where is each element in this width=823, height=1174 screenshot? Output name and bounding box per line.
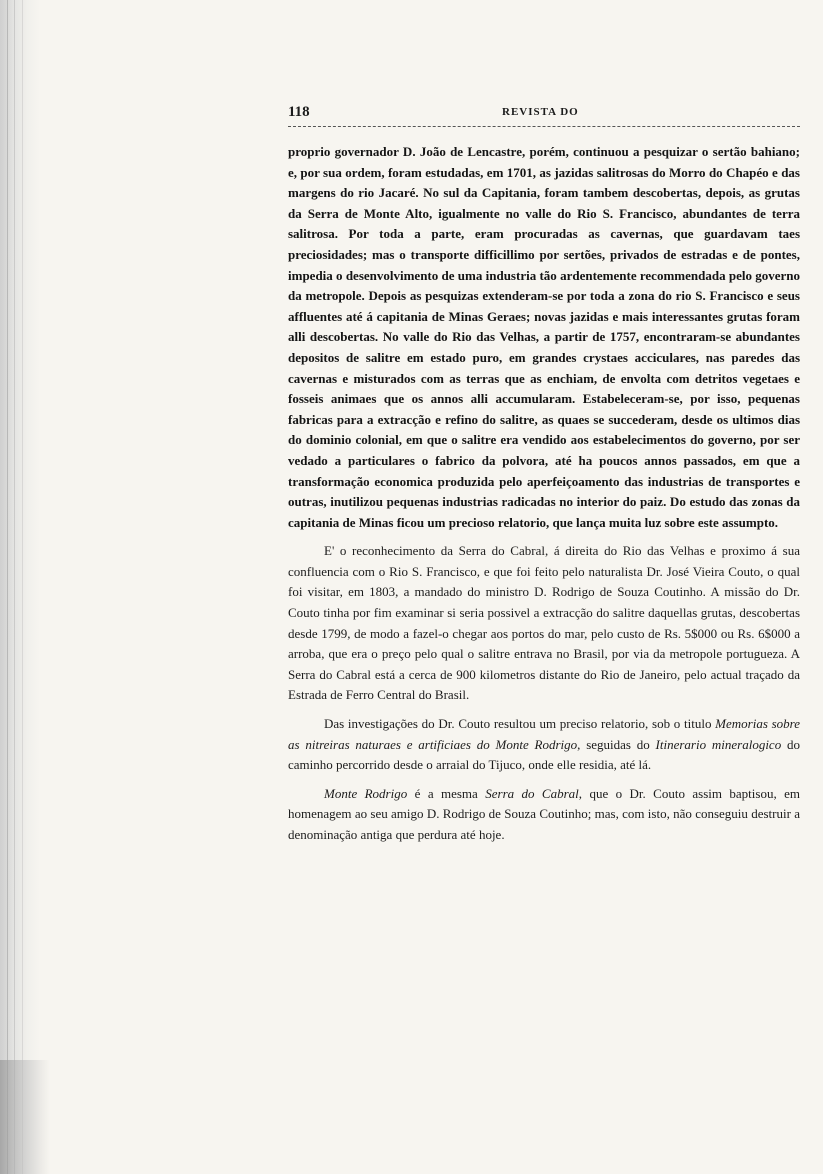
paragraph-4-text-a: é a mesma [407, 785, 486, 801]
header-rule [288, 126, 800, 127]
monte-rodrigo-term: Monte Rodrigo [324, 785, 408, 801]
paragraph-2 [288, 541, 800, 706]
spine-shadow-bottom [0, 1060, 50, 1174]
paragraph-1 [288, 142, 800, 533]
spine-line [7, 0, 8, 1174]
serra-do-cabral-term: Serra do Cabral [485, 785, 579, 801]
running-title: REVISTA DO [502, 106, 579, 118]
paragraph-3-text-b: , seguidas do [577, 736, 656, 752]
paragraph-4 [288, 784, 800, 846]
paragraph-3-text-c: do caminho percorrido desde o arraial do Tijuco, onde elle residia, até lá. [288, 736, 801, 773]
paragraph-3-text-a: Das investigações do Dr. Couto resultou um preciso relatorio, sob o titulo [324, 716, 716, 732]
spine-line [22, 0, 23, 1174]
body-text [288, 142, 800, 846]
paragraph-2-text: E' o reconhecimento da Serra do Cabral, á direita do Rio das Velhas e proximo á sua confluencia com o Rio S. Francisco, e que foi feito pelo naturalista Dr. José Vieira Couto, o qual foi visitar, em 1803, a mandado do ministro D. Rodrigo de Souza Coutinho. A missão do Dr. Couto tinha por fim examinar si seria possivel a extracção do salitre daquellas grutas, descobertas desde 1799, de modo a fazel-o chegar aos portos do mar, pelo custo de Rs. 5$000 ou Rs. 6$000 a arroba, que era o preço pelo qual o salitre entrava no Brasil, por via da metropole portugueza. A Serra do Cabral está a cerca de 900 kilometros distante do Rio de Janeiro, pelo actual traçado da Estrada de Ferro Central do Brasil. [288, 543, 800, 703]
spine-line [14, 0, 15, 1174]
memorias-title: Memorias sobre as nitreiras naturaes e artificiaes do Monte Rodrigo [288, 716, 801, 752]
book-spine-shadow [0, 0, 40, 1174]
paragraph-3 [288, 714, 800, 776]
paragraph-1-text: proprio governador D. João de Lencastre, porém, continuou a pesquizar o sertão bahiano; e, por sua ordem, foram estudadas, em 1701, as jazidas salitrosas do Morro do Chapéo e das margens do rio Jacaré. No sul da Capitania, foram tambem descobertas, depois, as grutas da Serra de Monte Alto, igualmente no valle do Rio S. Francisco, abundantes de terra salitrosa. Por toda a parte, eram procuradas as cavernas, que guardavam taes preciosidades; mas o transporte difficillimo por sertões, privados de estradas e de pontes, impedia o desenvolvimento de uma industria tão ardentemente recommendada pelo governo da metropole. Depois as pesquizas extenderam-se por toda a zona do rio S. Francisco e seus affluentes até á capitania de Minas Geraes; novas jazidas e mais interessantes grutas foram alli descobertas. No valle do Rio das Velhas, a partir de 1757, encontraram-se abundantes depositos de salitre em estado puro, em grandes crystaes acciculares, nas paredes das cavernas e misturados com as terras que as enchiam, de envolta com detritos vegetaes e fosseis animaes que os annos alli accumularam. Estabeleceram-se, por isso, pequenas fabricas para a extracção e refino do salitre, as quaes se succederam, desde os ultimos dias do dominio colonial, em que o salitre era vendido aos estabelecimentos do governo, por ser vedado a particulares o fabrico da polvora, até ha poucos annos passados, em que a transformação economica produzida pelo aperfeiçoamento das industrias de transportes e outras, inutilizou pequenas industrias radicadas no interior do paiz. Do estudo das zonas da capitania de Minas ficou um precioso relatorio, que lança muita luz sobre este assumpto. [288, 144, 800, 530]
page-header [288, 104, 800, 126]
paragraph-4-text-b: , que o Dr. Couto assim baptisou, em homenagem ao seu amigo D. Rodrigo de Souza Coutinho; mas, com isto, não conseguiu destruir a denominação antiga que perdura até hoje. [288, 785, 800, 842]
page-number: 118 [288, 104, 310, 120]
itinerario-title: Itinerario mineralogico [655, 736, 782, 752]
